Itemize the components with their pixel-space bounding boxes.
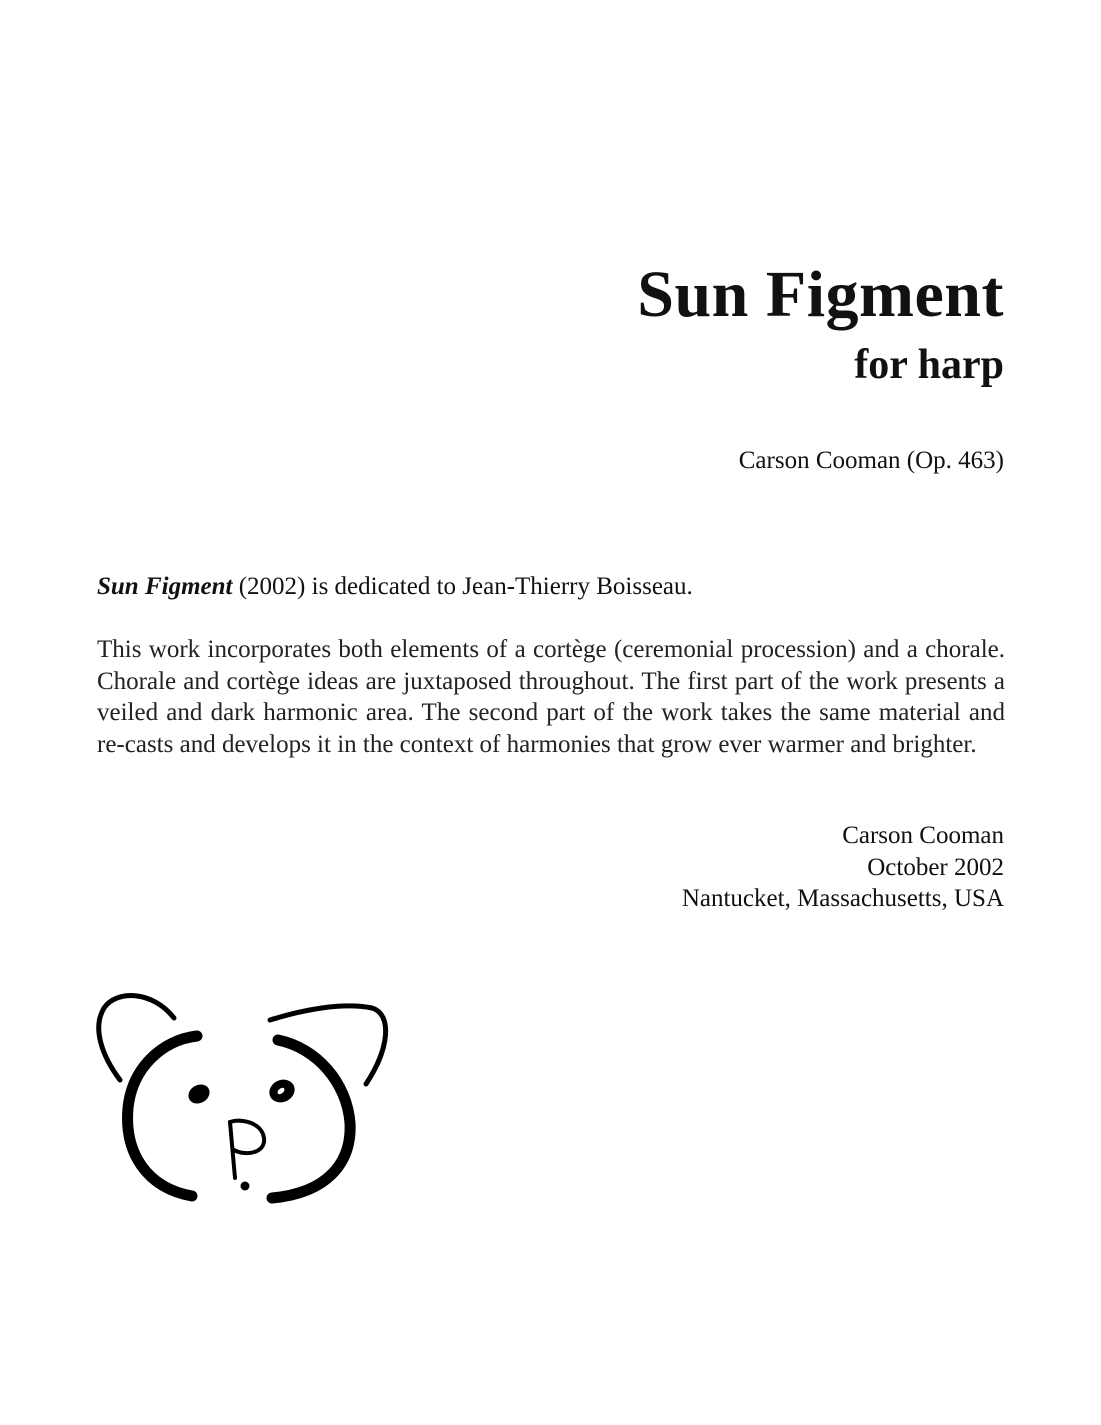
signature-date: October 2002 — [867, 853, 1004, 881]
dedication — [97, 571, 1005, 602]
signature-name: Carson Cooman — [842, 822, 1004, 849]
composer-line: Carson Cooman (Op. 463) — [738, 447, 1004, 474]
page-title: Sun Figment — [637, 258, 1004, 331]
page-subtitle: for harp — [854, 342, 1004, 388]
program-note: This work incorporates both elements of a cortège (ceremonial procession) and a chorale. Chorale and cortège ideas are juxtaposed throughout. The first part of the work presents a veiled and dark harmonic area. The second part of the work takes the same material and re-casts and develops it in the context of harmonies that grow ever warmer and brighter. — [97, 636, 1005, 758]
dedication-work-title: Sun Figment — [97, 573, 233, 600]
signature-block — [682, 820, 1004, 915]
signature-place: Nantucket, Massachusetts, USA — [681, 885, 1004, 912]
dedication-text: (2002) is dedicated to Jean-Thierry Boisseau. — [232, 573, 693, 600]
bear-face-logo-icon — [92, 988, 397, 1210]
